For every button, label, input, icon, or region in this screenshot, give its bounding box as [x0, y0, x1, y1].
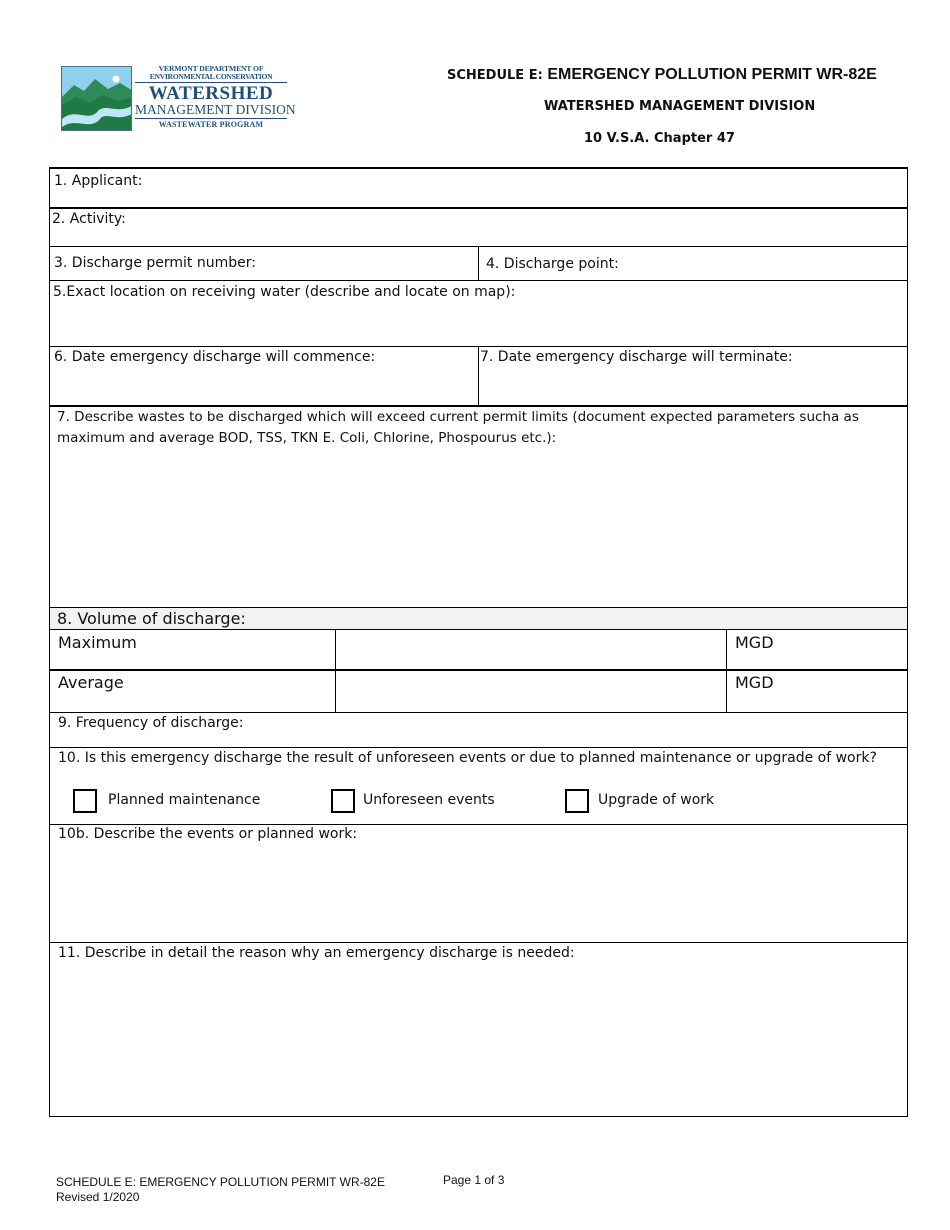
permit-number-label: 3. Discharge permit number: — [54, 255, 256, 271]
form-title-prefix: SCHEDULE E: — [447, 68, 548, 83]
unforeseen-events-label: Unforeseen events — [363, 792, 495, 808]
volume-avg-field[interactable] — [337, 671, 725, 711]
planned-maintenance-label: Planned maintenance — [108, 792, 261, 808]
location-field[interactable] — [51, 305, 904, 345]
permit-number-field[interactable] — [269, 247, 477, 280]
volume-avg-label: Average — [58, 673, 124, 692]
form-right-border — [907, 167, 908, 1117]
volume-max-field[interactable] — [337, 630, 725, 668]
discharge-point-field[interactable] — [629, 247, 904, 280]
volume-max-label: Maximum — [58, 633, 137, 652]
applicant-field[interactable] — [189, 169, 904, 207]
describe-events-label: 10b. Describe the events or planned work: — [58, 826, 358, 842]
logo-line-2: ENVIRONMENTAL CONSERVATION — [135, 73, 287, 83]
discharge-point-label: 4. Discharge point: — [486, 256, 619, 272]
frequency-field[interactable] — [249, 713, 904, 746]
activity-field[interactable] — [169, 209, 904, 245]
footer-page-number: Page 1 of 3 — [443, 1173, 505, 1187]
footer-revised: Revised 1/2020 — [56, 1190, 140, 1204]
watershed-landscape-icon — [61, 66, 132, 131]
location-label: 5.Exact location on receiving water (describe and locate on map): — [53, 284, 516, 300]
date-terminate-label: 7. Date emergency discharge will terminate: — [480, 349, 793, 365]
logo-line-5: WASTEWATER PROGRAM — [158, 120, 264, 129]
unforeseen-events-checkbox[interactable] — [331, 789, 355, 813]
date-commence-field[interactable] — [51, 369, 477, 405]
reason-field[interactable] — [51, 967, 904, 1113]
upgrade-of-work-checkbox[interactable] — [565, 789, 589, 813]
date-terminate-field[interactable] — [480, 369, 904, 405]
form-title-main: EMERGENCY POLLUTION PERMIT WR-82E — [547, 66, 877, 83]
wastes-label: 7. Describe wastes to be discharged which will exceed current permit limits (document expected parameters sucha as maximum and average BOD, TSS, TKN E. Coli, Chlorine, Phospourus etc.): — [57, 409, 859, 446]
volume-avg-unit: MGD — [735, 673, 774, 692]
applicant-label: 1. Applicant: — [54, 173, 143, 189]
form-left-border — [49, 167, 50, 1117]
volume-max-unit: MGD — [735, 633, 774, 652]
reason-label: 11. Describe in detail the reason why an emergency discharge is needed: — [58, 945, 575, 961]
upgrade-of-work-label: Upgrade of work — [598, 792, 715, 808]
describe-events-field[interactable] — [51, 847, 904, 941]
agency-logo — [61, 64, 296, 133]
wastes-field[interactable] — [51, 453, 904, 606]
form-title — [447, 66, 877, 84]
planned-maintenance-checkbox[interactable] — [73, 789, 97, 813]
logo-line-3: WATERSHED — [148, 83, 274, 104]
logo-line-4: MANAGEMENT DIVISION — [135, 102, 296, 117]
volume-label: 8. Volume of discharge: — [57, 609, 246, 628]
activity-label: 2. Activity: — [52, 211, 126, 227]
division-subtitle: WATERSHED MANAGEMENT DIVISION — [544, 99, 816, 114]
date-commence-label: 6. Date emergency discharge will commence: — [54, 349, 376, 365]
footer-form-name: SCHEDULE E: EMERGENCY POLLUTION PERMIT WR-82E — [56, 1175, 385, 1189]
logo-line-1: VERMONT DEPARTMENT OF — [158, 64, 264, 73]
form-bottom-border — [49, 1116, 908, 1117]
statute-reference: 10 V.S.A. Chapter 47 — [584, 131, 735, 146]
cause-question: 10. Is this emergency discharge the result of unforeseen events or due to planned maintenance or upgrade of work? — [58, 750, 877, 766]
permit-form — [49, 167, 908, 1117]
frequency-label: 9. Frequency of discharge: — [58, 715, 244, 731]
